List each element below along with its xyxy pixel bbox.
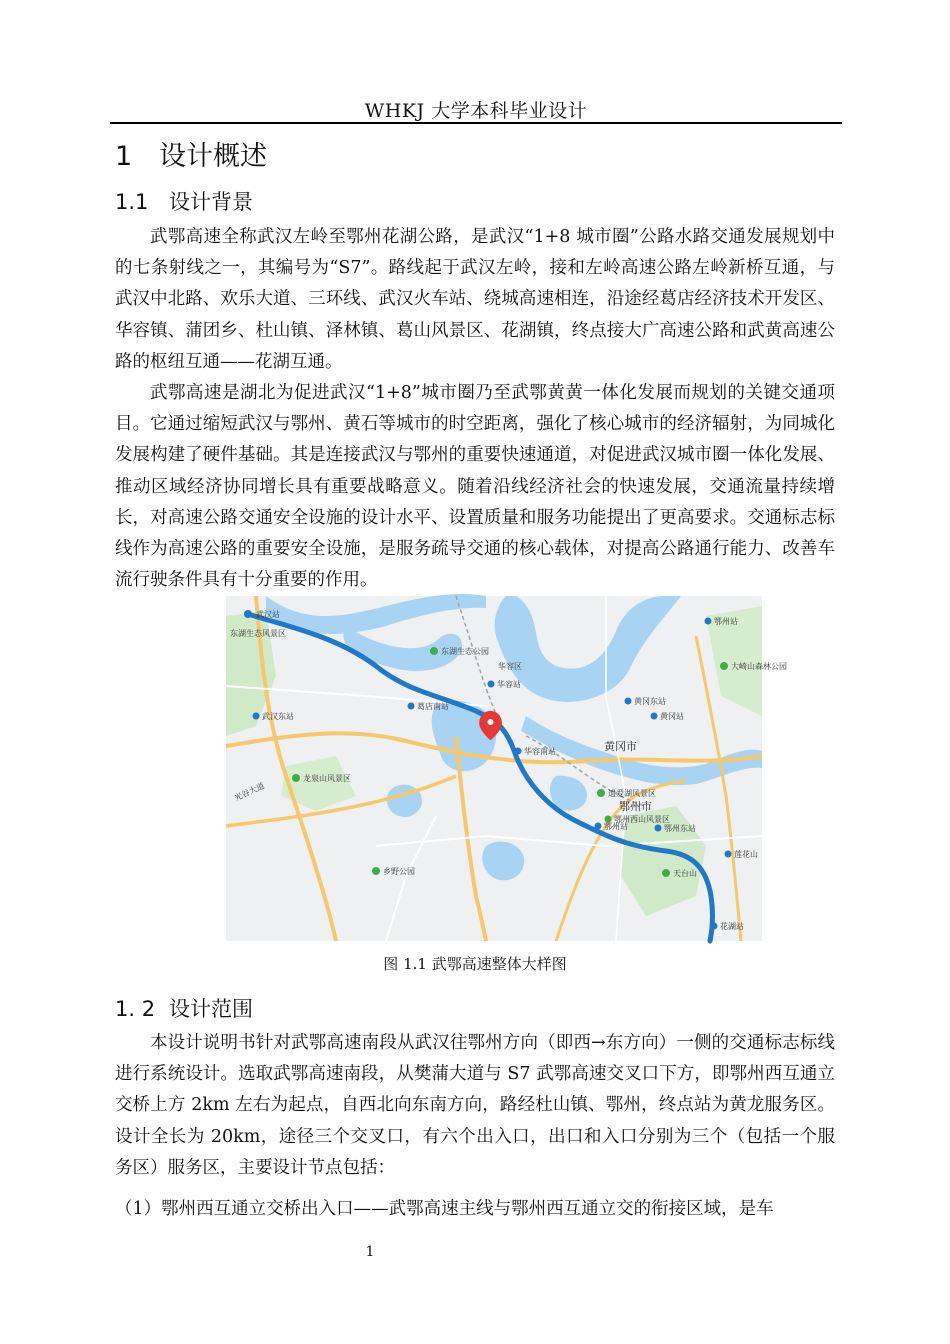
map-label-huanggang-station: 黄冈站: [660, 712, 684, 721]
map-label-guanggu: 光谷大道: [233, 781, 266, 803]
map-label-longquan: 龙泉山风景区: [303, 774, 351, 783]
map-label-ezhou: 鄂州市: [619, 800, 652, 813]
background-paragraph-1: 武鄂高速全称武汉左岭至鄂州花湖公路，是武汉“1+8 城市圈”公路水路交通发展规划中的七条射线之一，其编号为“S7”。路线起于武汉左岭，接和左岭高速公路左岭新桥互通，与武汉中北路、欢乐大道、三环线、武汉火车站、绕城高速相连，沿途经葛店经济技术开发区、华容镇、蒲团乡、杜山镇、泽林镇、葛山风景区、花湖镇，终点接大广高速公路和武黄高速公路的枢纽互通——花湖互通。: [115, 227, 835, 372]
section-1-2-title: 设计范围: [169, 997, 253, 1021]
map-label-gedian-south: 葛店南站: [417, 702, 449, 711]
route-map-figure: [226, 596, 787, 941]
map-label-huahu: 花湖站: [720, 922, 744, 931]
map-label-wuhan-station: 武汉站: [256, 610, 280, 619]
map-label-zhongtian: 遗爱湖风景区: [608, 789, 656, 798]
map-label-ezhou-west: 鄂州西山风景区: [614, 815, 670, 824]
section-1-number: 1: [115, 141, 133, 172]
map-label-east-lake: 东湖生态风景区: [230, 629, 286, 638]
header-rule: [110, 122, 842, 124]
section-1-heading: [115, 134, 267, 173]
page-header: WHKJ 大学本科毕业设计: [364, 100, 588, 122]
background-paragraph-2: 武鄂高速是湖北为促进武汉“1+8”城市圈乃至武鄂黄黄一体化发展而规划的关键交通项目。它通过缩短武汉与鄂州、黄石等城市的时空距离，强化了核心城市的经济辐射，为同城化发展构建了硬件基础。其是连接武汉与鄂州的重要快速通道，对促进武汉城市圈一体化发展、推动区域经济协同增长具有重要战略意义。随着沿线经济社会的快速发展，交通流量持续增长，对高速公路交通安全设施的设计水平、设置质量和服务功能提出了更高要求。交通标志标线作为高速公路的重要安全设施，是服务疏导交通的核心载体，对提高公路通行能力、改善车流行驶条件具有十分重要的作用。: [115, 383, 835, 591]
map-label-ezhou-east: 鄂州东站: [664, 824, 696, 833]
scope-paragraph-2: （1）鄂州西互通立交桥出入口——武鄂高速主线与鄂州西互通立交的衔接区域，是车: [115, 1199, 774, 1219]
map-label-wuhan-east: 武汉东站: [262, 712, 294, 721]
map-label-right-top: 大崎山森林公园: [731, 662, 787, 671]
map-label-right-station: 鄂州站: [714, 617, 738, 626]
map-label-huarong: 华容区: [498, 662, 522, 671]
section-1-2-number: 1. 2: [115, 997, 156, 1021]
map-label-huarong-station: 华容站: [497, 680, 521, 689]
map-label-huanggang-east: 黄冈东站: [634, 697, 666, 706]
map-label-donghu: 东湖生态公园: [441, 647, 489, 656]
section-1-2-heading: [115, 993, 253, 1023]
route-map: [226, 596, 787, 941]
map-label-xishan: 天台山: [673, 869, 697, 878]
map-label-huarong-south: 华容南站: [524, 747, 556, 756]
section-1-title: 设计概述: [159, 141, 267, 172]
section-1-1-title: 设计背景: [169, 190, 253, 214]
map-label-park: 乡野公园: [383, 867, 415, 876]
map-label-lianhua: 莲花山: [734, 850, 758, 859]
map-label-ezhou-station: 鄂州站: [604, 822, 628, 831]
section-1-1-heading: [115, 186, 253, 216]
page-number: 1: [365, 1244, 375, 1260]
map-label-huanggang: 黄冈市: [604, 740, 637, 753]
section-1-1-number: 1.1: [115, 190, 149, 214]
scope-paragraph-1: 本设计说明书针对武鄂高速南段从武汉往鄂州方向（即西→东方向）一侧的交通标志标线进行系统设计。选取武鄂高速南段，从樊蒲大道与 S7 武鄂高速交叉口下方，即鄂州西互通立交桥上方 2km 左右为起点，自西北向东南方向，路经杜山镇、鄂州，终点站为黄龙服务区。设计全长为 20km，途径三个交叉口，有六个出入口，出口和入口分别为三个（包括一个服务区）服务区，主要设计节点包括：: [115, 1033, 835, 1178]
figure-caption: 图 1.1 武鄂高速整体大样图: [383, 955, 567, 973]
